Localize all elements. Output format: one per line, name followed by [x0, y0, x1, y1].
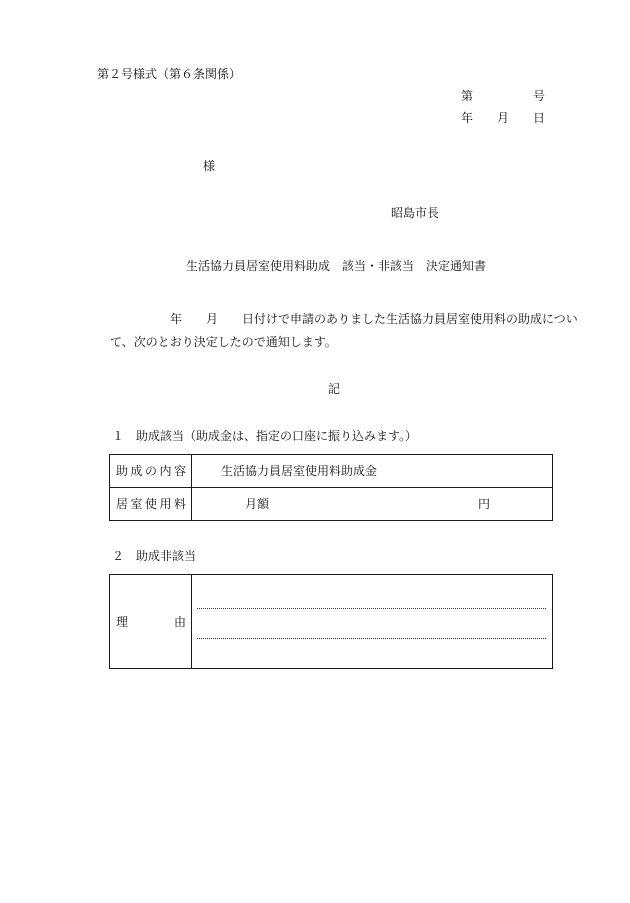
reason-entry-line: [197, 608, 546, 609]
table-row: [110, 488, 552, 520]
row-label-cell: [110, 455, 192, 487]
sender-name: 昭島市長: [391, 206, 440, 220]
issue-date-line: 年 月 日: [461, 111, 546, 125]
table-row: [110, 575, 552, 668]
ki-marker: 記: [328, 382, 341, 396]
row-value-cell: [192, 488, 552, 520]
row-label-cell: [110, 575, 192, 668]
reason-label: 理由: [116, 614, 186, 629]
row-label-cell: [110, 488, 192, 520]
row-label: 助成の内容: [116, 464, 186, 478]
form-number-label: 第２号様式（第６条関係）: [97, 67, 242, 81]
section-not-approved-heading: ２ 助成非該当: [112, 549, 197, 563]
section-approved-heading: １ 助成該当（助成金は、指定の口座に振り込みます。）: [112, 429, 418, 443]
body-line: 年 月 日付けで申請のありました生活協力員居室使用料の助成につい: [170, 312, 578, 326]
reason-entry-line: [197, 638, 546, 639]
document-title: 生活協力員居室使用料助成 該当・非該当 決定通知書: [186, 259, 487, 273]
monthly-amount-label: 月額: [245, 497, 270, 511]
document-number-line: 第 号: [461, 89, 546, 103]
table-row: [110, 455, 552, 488]
body-line: て、次のとおり決定したので通知します。: [110, 335, 337, 349]
currency-unit: 円: [478, 497, 491, 511]
approved-table: [109, 454, 553, 521]
addressee-honorific: 様: [203, 159, 216, 173]
row-label: 居室使用料: [116, 497, 186, 511]
row-value: 生活協力員居室使用料助成金: [221, 464, 378, 478]
row-value-cell: [192, 455, 552, 487]
not-approved-table: [109, 574, 553, 669]
reason-entry-cell: [192, 575, 552, 668]
